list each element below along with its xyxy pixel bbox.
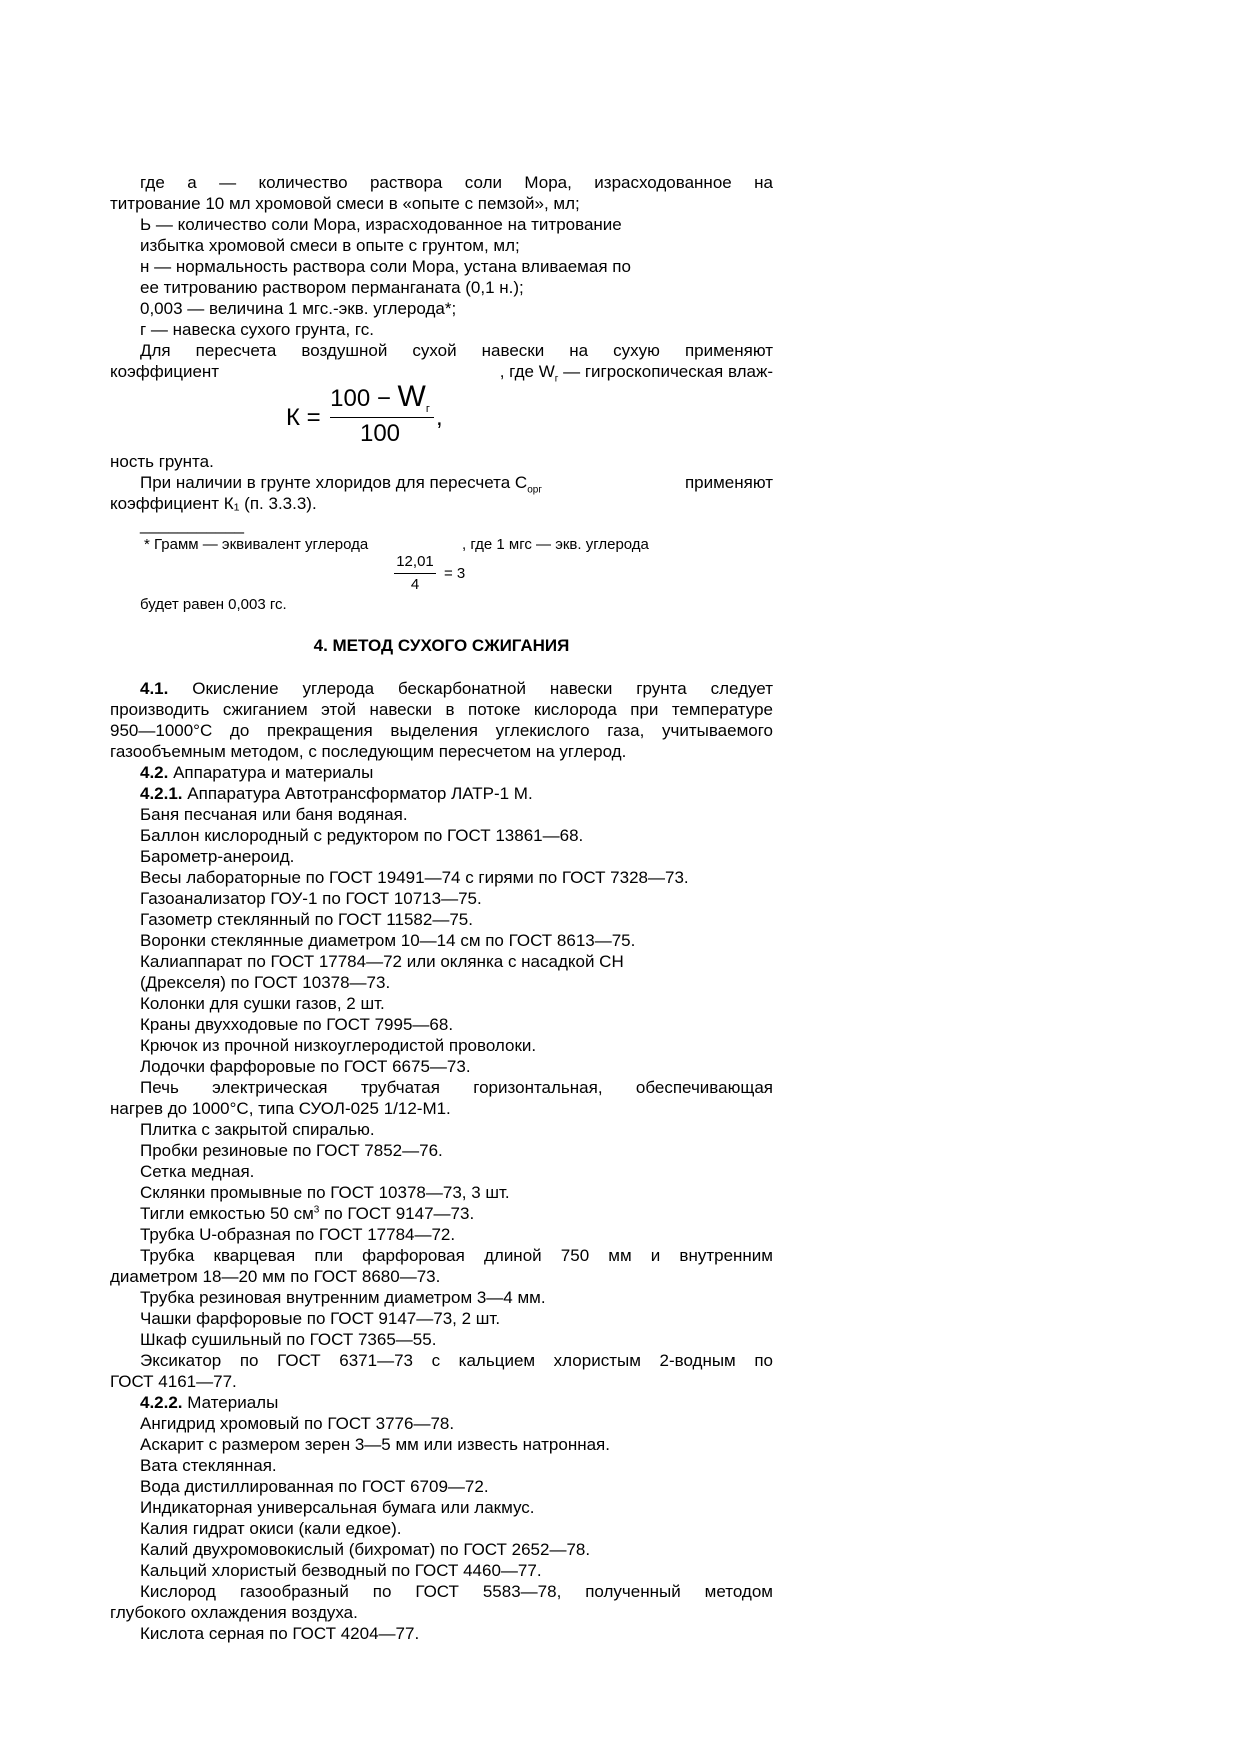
p421-line	[110, 783, 773, 804]
apparatus-item: Трубка резиновая внутренним диаметром 3—4 мм.	[140, 1288, 546, 1307]
materials-item: Калия гидрат окиси (кали едкое).	[140, 1519, 402, 1538]
recalc-line1: Для пересчета воздушной сухой навески на сухую применяют	[140, 341, 773, 360]
p42-text: Аппаратура и материалы	[168, 763, 374, 782]
p421-text: Аппаратура Автотрансформатор ЛАТР-1 М.	[182, 784, 533, 803]
oven-line1: Печь электрическая трубчатая горизонтальная, обеспечивающая	[140, 1078, 773, 1097]
materials-item: Аскарит с размером зерен 3—5 мм или известь натронная.	[140, 1435, 610, 1454]
chlorides-line2: коэффициент К₁ (п. 3.3.3).	[110, 494, 317, 513]
materials-item: Вода дистиллированная по ГОСТ 6709—72.	[140, 1477, 489, 1496]
apparatus-item: Краны двухходовые по ГОСТ 7995—68.	[140, 1015, 454, 1034]
formula-k	[282, 380, 452, 450]
section-body	[110, 678, 773, 1644]
apparatus-item: Газометр стеклянный по ГОСТ 11582—75.	[140, 910, 473, 929]
p422-number: 4.2.2.	[140, 1393, 183, 1412]
crucible-text-b: по ГОСТ 9147—73.	[319, 1204, 475, 1223]
apparatus-item: Колонки для сушки газов, 2 шт.	[140, 994, 385, 1013]
formula-k-lhs: К =	[286, 404, 321, 431]
apparatus-item: Сетка медная.	[140, 1162, 255, 1181]
oven-line2: нагрев до 1000°С, типа СУОЛ-025 1/12-М1.	[110, 1099, 451, 1118]
apparatus-item: Воронки стеклянные диаметром 10—14 см по ГОСТ 8613—75.	[140, 931, 636, 950]
formula-k-num-100: 100 −	[330, 385, 391, 412]
footnote-rule: ___________	[140, 515, 245, 534]
oxygen-line2: глубокого охлаждения воздуха.	[110, 1603, 358, 1622]
definitions-block	[110, 172, 773, 385]
def-n-line2: ее титрованию раствором перманганата (0,1 н.);	[140, 278, 524, 297]
footnote-line2: будет равен 0,003 гс.	[140, 596, 287, 613]
apparatus-item: Склянки промывные по ГОСТ 10378—73, 3 шт.	[140, 1183, 510, 1202]
apparatus-item: Лодочки фарфоровые по ГОСТ 6675—73.	[140, 1057, 471, 1076]
chlorides-text-b: применяют	[684, 473, 773, 492]
apparatus-item: Шкаф сушильный по ГОСТ 7365—55.	[140, 1330, 437, 1349]
formula-k-num-sub: г	[425, 402, 430, 415]
def-a-line2: титрование 10 мл хромовой смеси в «опыте с пемзой», мл;	[110, 194, 580, 213]
p41-line4: газообъемным методом, с последующим пересчетом на углерод.	[110, 742, 627, 761]
utube-line: Трубка U-образная по ГОСТ 17784—72.	[140, 1225, 456, 1244]
apparatus-item: Чашки фарфоровые по ГОСТ 9147—73, 2 шт.	[140, 1309, 501, 1328]
def-n-line1: н — нормальность раствора соли Мора, устана вливаемая по	[140, 257, 631, 276]
apparatus-item: (Дрекселя) по ГОСТ 10378—73.	[140, 973, 391, 992]
materials-item: Индикаторная универсальная бумага или лакмус.	[140, 1498, 535, 1517]
formula-k-denominator: 100	[359, 420, 401, 447]
apparatus-item: Баллон кислородный с редуктором по ГОСТ 13861—68.	[140, 826, 584, 845]
desiccator-line1: Эксикатор по ГОСТ 6371—73 с кальцием хлористым 2-водным по	[140, 1351, 773, 1370]
apparatus-item: Пробки резиновые по ГОСТ 7852—76.	[140, 1141, 443, 1160]
recalc-line3: ность грунта.	[110, 452, 214, 471]
footnote-frac-bar	[394, 573, 436, 574]
p422-line	[110, 1392, 773, 1413]
def-a-line1: где а — количество раствора соли Мора, израсходованное на	[140, 173, 773, 192]
footnote-line1	[144, 536, 368, 554]
apparatus-item: Плитка с закрытой спиралью.	[140, 1120, 375, 1139]
acid-line: Кислота серная по ГОСТ 4204—77.	[140, 1624, 420, 1643]
desiccator-line2: ГОСТ 4161—77.	[110, 1372, 237, 1391]
chlorides-line1-a	[140, 472, 542, 496]
materials-item: Ангидрид хромовый по ГОСТ 3776—78.	[140, 1414, 455, 1433]
formula-k-comma: ,	[436, 404, 443, 431]
apparatus-item: Весы лабораторные по ГОСТ 19491—74 с гирями по ГОСТ 7328—73.	[140, 868, 689, 887]
formula-k-fraction-bar	[330, 417, 434, 418]
oxygen-line1: Кислород газообразный по ГОСТ 5583—78, полученный методом	[140, 1582, 773, 1601]
apparatus-item: Газоанализатор ГОУ-1 по ГОСТ 10713—75.	[140, 889, 482, 908]
recalc-where: , где W	[499, 362, 555, 381]
footnote-fraction	[392, 553, 482, 597]
footnote-frac-den: 4	[410, 576, 420, 593]
chlorides-sub: орг	[527, 484, 542, 496]
chlorides-block	[110, 451, 773, 514]
apparatus-item: Барометр-анероид.	[140, 847, 295, 866]
formula-k-num-w: W	[397, 380, 426, 413]
apparatus-item: Крючок из прочной низкоуглеродистой проволоки.	[140, 1036, 537, 1055]
def-c-line: 0,003 — величина 1 мгс.-экв. углерода*;	[140, 299, 457, 318]
crucible-sup: 3	[313, 1204, 320, 1216]
recalc-w-sub: г	[554, 373, 559, 385]
materials-item: Вата стеклянная.	[140, 1456, 277, 1475]
p41-line2: производить сжиганием этой навески в потоке кислорода при температуре	[110, 700, 773, 719]
materials-item: Калий двухромовокислый (бихромат) по ГОСТ 2652—78.	[140, 1540, 591, 1559]
section-heading: 4. МЕТОД СУХОГО СЖИГАНИЯ	[313, 636, 570, 655]
p41-text1: Окисление углерода бескарбонатной навески грунта следует	[168, 679, 773, 698]
materials-item: Кальций хлористый безводный по ГОСТ 4460—77.	[140, 1561, 542, 1580]
apparatus-item: Калиаппарат по ГОСТ 17784—72 или оклянка с насадкой СН	[140, 952, 624, 971]
def-g-line: г — навеска сухого грунта, гс.	[140, 320, 374, 339]
p422-text: Материалы	[182, 1393, 279, 1412]
p42-line	[110, 762, 773, 783]
def-b-line1: Ь — количество соли Мора, израсходованное на титрование	[140, 215, 622, 234]
p421-number: 4.2.1.	[140, 784, 183, 803]
recalc-line2-end	[499, 361, 773, 385]
recalc-tail: — гигроскопическая влаж-	[558, 362, 773, 381]
quartz-line2: диаметром 18—20 мм по ГОСТ 8680—73.	[110, 1267, 441, 1286]
p41-number: 4.1.	[140, 679, 169, 698]
crucible-text-a: Тигли емкостью 50 см	[140, 1204, 314, 1223]
recalc-line2	[110, 361, 773, 385]
chlorides-line1	[110, 472, 773, 496]
recalc-line2-start: коэффициент	[110, 362, 220, 381]
p41-line1	[110, 678, 773, 699]
footnote-line1b: , где 1 мгс — экв. углерода	[462, 536, 649, 553]
quartz-line1: Трубка кварцевая пли фарфоровая длиной 750 мм и внутренним	[140, 1246, 773, 1265]
footnote-frac-num: 12,01	[396, 553, 434, 570]
footnote-text-a: * Грамм — эквивалент углерода	[144, 536, 369, 553]
chlorides-text-a: При наличии в грунте хлоридов для пересчета С	[140, 473, 528, 492]
formula-k-numerator	[328, 380, 432, 414]
p41-line3: 950—1000°С до прекращения выделения углекислого газа, учитываемого	[110, 721, 773, 740]
footnote-frac-eq: = 3	[444, 565, 466, 582]
apparatus-item: Баня песчаная или баня водяная.	[140, 805, 408, 824]
p42-number: 4.2.	[140, 763, 169, 782]
crucible-line	[110, 1203, 773, 1224]
def-b-line2: избытка хромовой смеси в опыте с грунтом, мл;	[140, 236, 520, 255]
